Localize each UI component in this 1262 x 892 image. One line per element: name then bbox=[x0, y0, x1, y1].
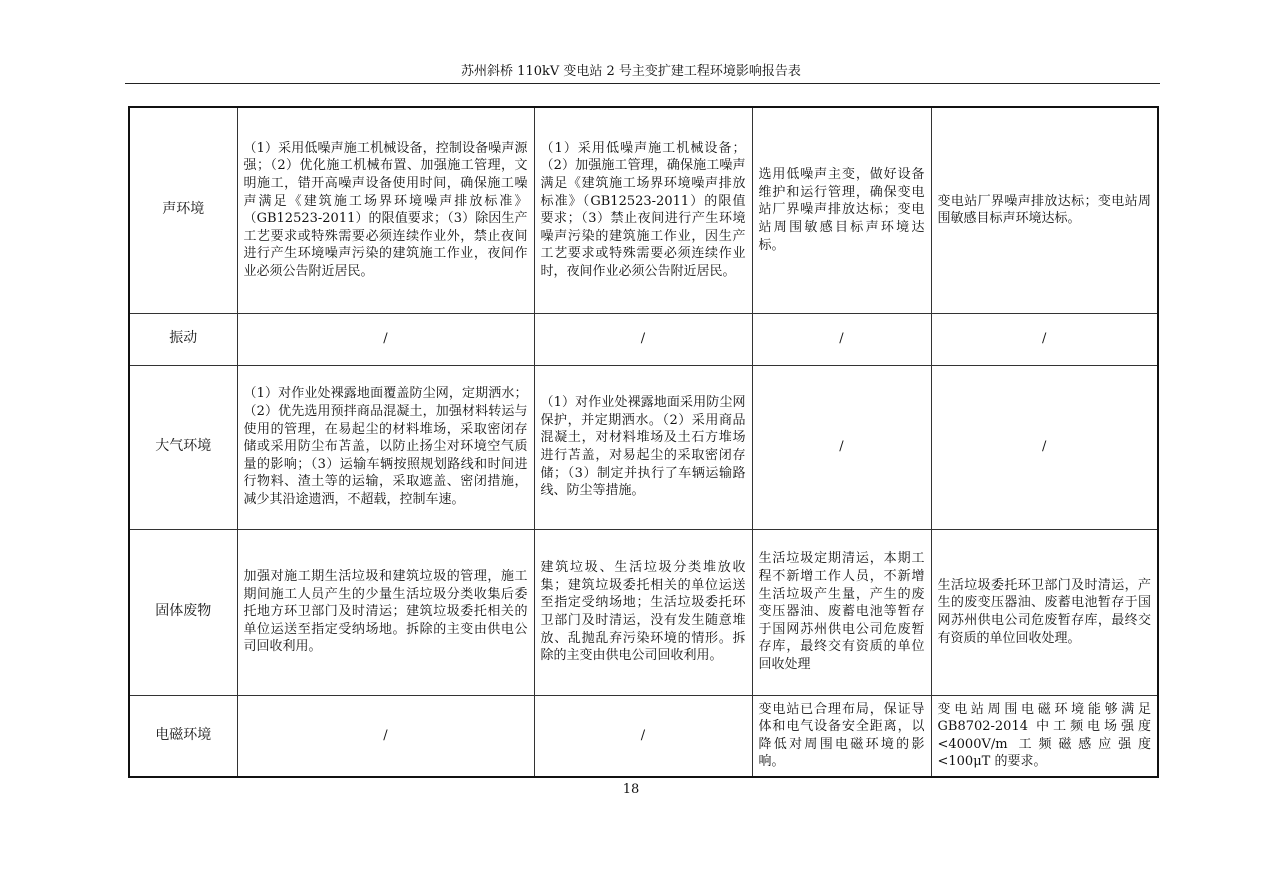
table-cell: 生活垃圾委托环卫部门及时清运，产生的废变压器油、废蓄电池暂存于国网苏州供电公司危废暂存库，最终交有资质的单位回收处理。 bbox=[931, 529, 1158, 695]
document-header-title: 苏州斜桥 110kV 变电站 2 号主变扩建工程环境影响报告表 bbox=[461, 64, 801, 79]
table-cell: （1）对作业处裸露地面采用防尘网保护，并定期洒水。（2）采用商品混凝土，对材料堆场及土石方堆场进行苫盖，对易起尘的采取密闭存储；（3）制定并执行了车辆运输路线、防尘等措施。 bbox=[534, 365, 752, 529]
table-cell: / bbox=[931, 365, 1158, 529]
table-cell: （1）采用低噪声施工机械设备；（2）加强施工管理，确保施工噪声满足《建筑施工场界环境噪声排放标准》（GB12523-2011）的限值要求；（3）禁止夜间进行产生环境噪声污染的建筑施工作业，因生产工艺要求或特殊需要必须连续作业时，夜间作业必须公告附近居民。 bbox=[534, 107, 752, 313]
table-cell: / bbox=[237, 313, 534, 365]
table-cell: / bbox=[534, 313, 752, 365]
table-cell: （1）采用低噪声施工机械设备，控制设备噪声源强；（2）优化施工机械布置、加强施工管理，文明施工，错开高噪声设备使用时间，确保施工噪声满足《建筑施工场界环境噪声排放标准》（GB12523-2011）的限值要求；（3）除因生产工艺要求或特殊需要必须连续作业外，禁止夜间进行产生环境噪声污染的建筑施工作业，夜间作业必须公告附近居民。 bbox=[237, 107, 534, 313]
table-row-vibration bbox=[129, 313, 1158, 365]
table-row-noise bbox=[129, 107, 1158, 313]
environment-measures-table bbox=[128, 106, 1159, 778]
table-cell: 变电站已合理布局，保证导体和电气设备安全距离，以降低对周围电磁环境的影响。 bbox=[752, 695, 931, 777]
table-cell: 选用低噪声主变，做好设备维护和运行管理，确保变电站厂界噪声排放达标；变电站周围敏感目标声环境达标。 bbox=[752, 107, 931, 313]
table-cell: （1）对作业处裸露地面覆盖防尘网，定期洒水；（2）优先选用预拌商品混凝土，加强材料转运与使用的管理，在易起尘的材料堆场，采取密闭存储或采用防尘布苫盖，以防止扬尘对环境空气质量的影响；（3）运输车辆按照规划路线和时间进行物料、渣土等的运输，采取遮盖、密闭措施，减少其沿途遗洒，不超载，控制车速。 bbox=[237, 365, 534, 529]
table-row-air bbox=[129, 365, 1158, 529]
table-cell: 变电站周围电磁环境能够满足GB8702-2014 中工频电场强度<4000V/m 工频磁感应强度<100μT 的要求。 bbox=[931, 695, 1158, 777]
table-cell: / bbox=[752, 365, 931, 529]
category-cell: 声环境 bbox=[129, 107, 237, 313]
header-rule bbox=[125, 83, 1160, 84]
table-row-electromagnetic bbox=[129, 695, 1158, 777]
table-cell: / bbox=[752, 313, 931, 365]
table-cell: / bbox=[534, 695, 752, 777]
table-cell: 加强对施工期生活垃圾和建筑垃圾的管理，施工期间施工人员产生的少量生活垃圾分类收集后委托地方环卫部门及时清运；建筑垃圾委托相关的单位运送至指定受纳场地。拆除的主变由供电公司回收利用。 bbox=[237, 529, 534, 695]
table-cell: 建筑垃圾、生活垃圾分类堆放收集；建筑垃圾委托相关的单位运送至指定受纳场地；生活垃圾委托环卫部门及时清运，没有发生随意堆放、乱抛乱弃污染环境的情形。拆除的主变由供电公司回收利用。 bbox=[534, 529, 752, 695]
table-cell: / bbox=[931, 313, 1158, 365]
category-cell: 振动 bbox=[129, 313, 237, 365]
table-cell: 生活垃圾定期清运，本期工程不新增工作人员，不新增生活垃圾产生量，产生的废变压器油、废蓄电池等暂存于国网苏州供电公司危废暂存库，最终交有资质的单位回收处理 bbox=[752, 529, 931, 695]
table-row-solid-waste bbox=[129, 529, 1158, 695]
category-cell: 大气环境 bbox=[129, 365, 237, 529]
category-cell: 固体废物 bbox=[129, 529, 237, 695]
table-cell: 变电站厂界噪声排放达标；变电站周围敏感目标声环境达标。 bbox=[931, 107, 1158, 313]
category-cell: 电磁环境 bbox=[129, 695, 237, 777]
table-cell: / bbox=[237, 695, 534, 777]
page-number: 18 bbox=[622, 782, 640, 797]
